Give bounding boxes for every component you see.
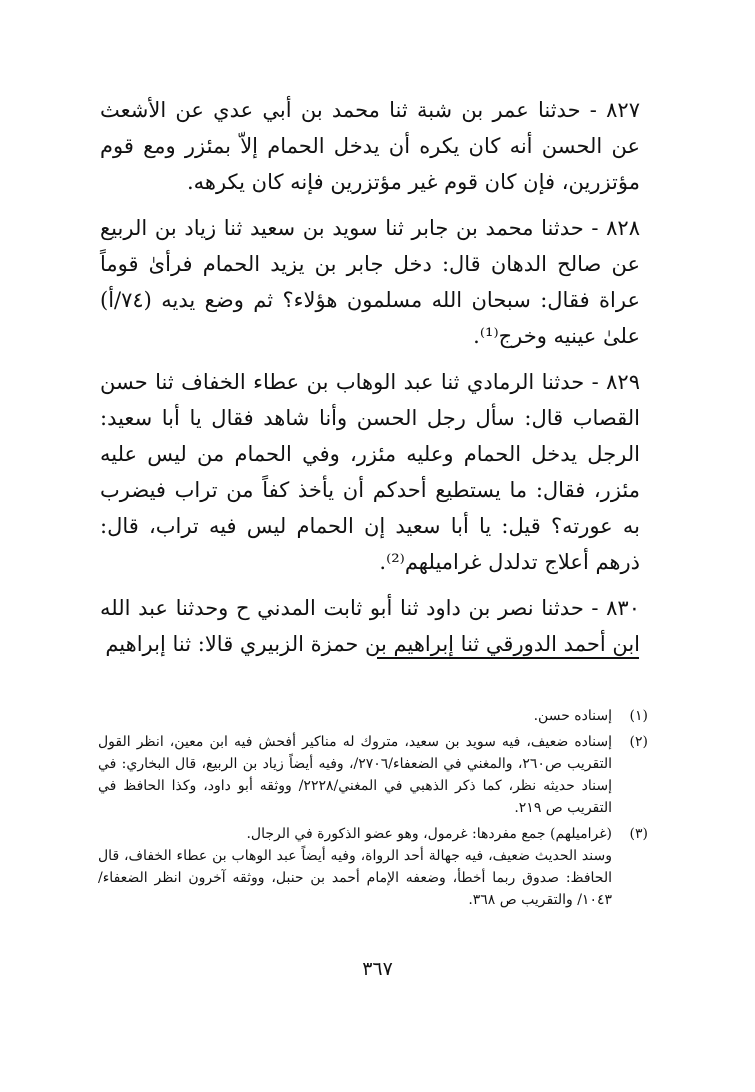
footnote-1 [98, 705, 648, 727]
footnote-body [98, 823, 612, 911]
hadith-827: ٨٢٧ - حدثنا عمر بن شبة ثنا محمد بن أبي عدي عن الأشعث عن الحسن أنه كان يكره أن يدخل الحمام إلاّ بمئزر ومع قوم مؤتزرين، فإن كان قوم غير مؤتزرين فإنه كان يكرهه. [100, 98, 640, 194]
footnote-text: (غراميلهم) جمع مفردها: غرمول، وهو عضو الذكورة في الرجال. [246, 826, 612, 842]
footnote-number: (٢) [629, 734, 648, 750]
footnote-text: إسناده ضعيف، فيه سويد بن سعيد، متروك له مناكير أفحش فيه ابن معين، انظر القول التقريب ص٢٦٠، والمغني في الضعفاء/٢٧٠٦/، وفيه أيضاً زياد بن الربيع، قال البخاري: في إسناد حديثه نظر، كما ذكر الذهبي في المغني/٢٢٢٨/ ووثقه أبو داود، وكذا الحافظ في التقريب ص ٢١٩. [98, 734, 613, 816]
footnote-3 [98, 823, 648, 911]
hadith-829: ٨٢٩ - حدثنا الرمادي ثنا عبد الوهاب بن عطاء الخفاف ثنا حسن القصاب قال: سأل رجل الحسن وأنا شاهد فقال يا أبا سعيد: الرجل يدخل الحمام وعليه مئزر، وفي الحمام من ليس عليه مئزر، فقال: ما يستطيع أحدكم أن يأخذ كفاً من تراب فيضرب به عورته؟ قيل: يا أبا سعيد إن الحمام ليس فيه تراب، قال: ذرهم أعلاج تدلدل غراميلهم⁽²⁾. [100, 370, 640, 574]
hadith-830: ٨٣٠ - حدثنا نصر بن داود ثنا أبو ثابت المدني ح وحدثنا عبد الله ابن أحمد الدورقي ثنا إبراهيم بن حمزة الزبيري قالا: ثنا إبراهيم [100, 596, 640, 656]
footnote-body [98, 705, 612, 727]
footnote-text: وسند الحديث ضعيف، فيه جهالة أحد الرواة، وفيه أيضاً عبد الوهاب بن عطاء الخفاف، قال الحافظ: صدوق ربما أخطأ، وضعفه الإمام أحمد بن حنبل، ووثقه آخرون انظر الضعفاء/١٠٤٣/ والتقريب ص ٣٦٨. [98, 848, 612, 908]
footnote-2 [98, 731, 648, 819]
footnotes [98, 705, 648, 915]
hadith-828: ٨٢٨ - حدثنا محمد بن جابر ثنا سويد بن سعيد ثنا زياد بن الربيع عن صالح الدهان قال: دخل جابر بن يزيد الحمام فرأىٰ قوماً عراة فقال: سبحان الله مسلمون هؤلاء؟ ثم وضع يديه (٧٤/أ) علىٰ عينيه وخرج⁽¹⁾. [100, 216, 640, 348]
footnote-separator [377, 657, 639, 659]
page-number: ٣٦٧ [362, 958, 393, 980]
main-text [100, 92, 640, 672]
footnote-number: (١) [629, 708, 648, 724]
footnote-number: (٣) [629, 826, 648, 842]
footnote-body [98, 731, 612, 819]
footnote-text: إسناده حسن. [533, 708, 612, 724]
